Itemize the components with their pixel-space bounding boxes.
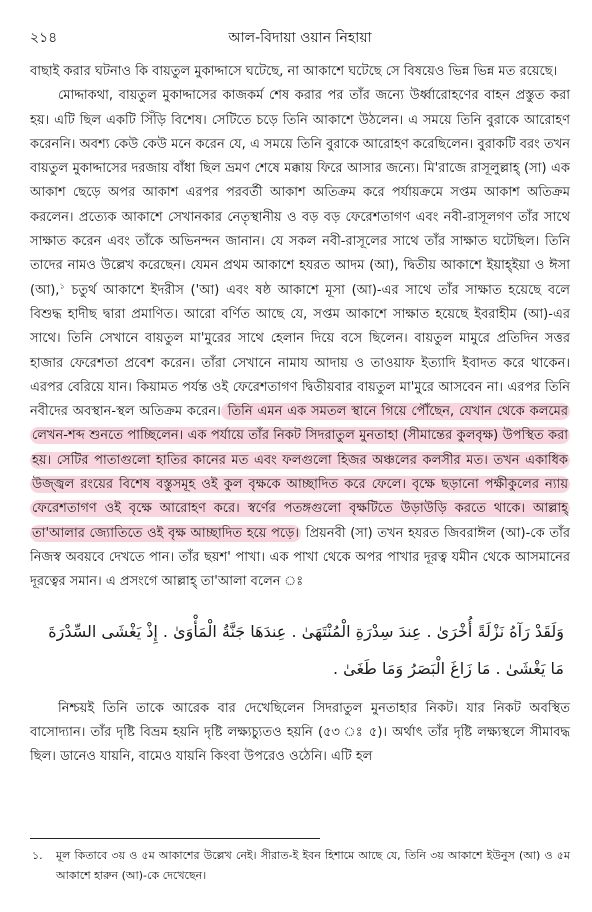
- paragraph-2-text-a: মোদ্দাকথা, বায়তুল মুকাদ্দাসের কাজকর্ম শেষ করার পর তাঁর জন্যে উর্ধ্বারোহণের বাহন প্রস্তুত করা হয়। এটি ছিল একটি সিঁড়ি বিশেষ। সেটিতে চড়ে তিনি আকাশে উঠলেন। এ সময়ে তিনি বুরাকে আরোহণ করেননি। অবশ্য কেউ কেউ মনে করেন যে, এ সময়ে তিনি বুরাকে আরোহণ করেছিলেন। বুরাকটি বরং তখন বায়তুল মুকাদ্দাসের দরজায় বাঁধা ছিল ভ্রমণ শেষে মক্কায় ফিরে আসার জন্যে। মি'রাজে রাসূলুল্লাহ্ (সা) এক আকাশ ছেড়ে অপর আকাশ এরপর পরবর্তী আকাশ অতিক্রম করে পর্যায়ক্রমে সপ্তম আকাশ অতিক্রম করলেন। প্রত্যেক আকাশে সেখানকার নেতৃস্থানীয় ও বড় বড় ফেরেশতাগণ এবং নবী-রাসূলগণ তাঁর সাথে সাক্ষাত করেন এবং তাঁকে অভিনন্দন জানান। যে সকল নবী-রাসূলের সাথে তাঁর সাক্ষাত ঘটেছিল। তিনি তাদের নামও উল্লেখ করেছেন। যেমন প্রথম আকাশে হযরত আদম (আ), দ্বিতীয় আকাশে ইয়াহ্ইয়া ও ঈসা (আ),: [30, 88, 570, 298]
- footnote-marker: ১: [59, 281, 65, 291]
- page-body: [30, 60, 570, 769]
- paragraph-2-text-c: প্রিয়নবী (সা) তখন হযরত জিবরাঈল (আ)-কে তাঁর নিজস্ব অবয়বে দেখতে পান। তাঁর ছয়শ' পাখা। এক পাখা থেকে অপর পাখার দূরত্ব যমীন থেকে আসমানের দূরত্বের সমান। এ প্রসংগে আল্লাহ্ তা'আলা বলেন ঃ: [30, 525, 571, 590]
- paragraph-1: বাছাই করার ঘটনাও কি বায়তুল মুকাদ্দাসে ঘটেছে, না আকাশে ঘটেছে সে বিষয়েও ভিন্ন ভিন্ন মত রয়েছে।: [30, 64, 558, 79]
- running-title: আল-বিদায়া ওয়ান নিহায়া: [228, 30, 372, 46]
- footnote-text: মূল কিতাবে ৩য় ও ৫ম আকাশের উল্লেখ নেই। সীরাত-ই ইবন হিশামে আছে যে, তিনি ৩য় আকাশে ইউনুস (আ) ও ৫ম আকাশে হারুন (আ)-কে দেখেছেন।: [56, 849, 570, 882]
- footnote: [30, 846, 570, 886]
- arabic-quran-quote: وَلَقَدْ رَآهُ نَزْلَةً أُخْرَىٰ . عِندَ سِدْرَةِ الْمُنْتَهَىٰ . عِندَهَا جَنَّةُ الْمَأْوَىٰ . إِذْ يَغْشَى السِّدْرَةَ مَا يَغْشَىٰ . مَا زَاغَ الْبَصَرُ وَمَا طَغَىٰ .: [48, 621, 564, 678]
- highlighted-passage: তিনি এমন এক সমতল স্থানে গিয়ে পৌঁছেন, যেখান থেকে কলমের লেখন-শব্দ শুনতে পাচ্ছিলেন। এক পর্যায়ে তাঁর নিকট সিদরাতুল মুনতাহা (সীমান্তের কুলবৃক্ষ) উপস্থিত করা হয়। সেটির পাতাগুলো হাতির কানের মত এবং ফলগুলো হিজর অঞ্চলের কলসীর মত। তখন একাধিক উজ্জ্বল রংয়ের বিশেষ বস্তুসমূহ ওই কুল বৃক্ষকে আচ্ছাদিত করে ফেলে। বৃক্ষে ছড়ানো পক্ষীকুলের ন্যায় ফেরেশতাগণ ওই বৃক্ষে আরোহণ করে। স্বর্ণের পতঙ্গগুলো বৃক্ষটিতে উড়াউড়ি করতে থাকে। আল্লাহ্ তা'আলার জ্যোতিতে ওই বৃক্ষ আচ্ছাদিত হয়ে পড়ে।: [32, 404, 568, 541]
- footnote-number: ১.: [32, 849, 43, 862]
- footnote-divider: [30, 838, 320, 839]
- page-header: [30, 26, 570, 46]
- paragraph-2-text-b: চতুর্থ আকাশে ইদরীস ('আ) এবং ষষ্ঠ আকাশে মূসা (আ)-এর সাথে তাঁর সাক্ষাত হয়েছে বলে বিশুদ্ধ হাদীছ দ্বারা প্রমাণিত। আরো বর্ণিত আছে যে, সপ্তম আকাশে সাক্ষাত হয়েছে ইবরাহীম (আ)-এর সাথে। তিনি সেখানে বায়তুল মা'মুরের সাথে হেলান দিয়ে বসে ছিলেন। বায়তুল মামুরে প্রতিদিন সত্তর হাজার ফেরেশতা প্রবেশ করেন। তাঁরা সেখানে নামায আদায় ও তাওয়াফ ইত্যাদি ইবাদত করে থাকেন। এরপর বেরিয়ে যান। কিয়ামত পর্যন্ত ওই ফেরেশতাগণ দ্বিতীয়বার বায়তুল মা'মুরে আসবেন না। এরপর তিনি নবীদের অবস্থান-স্থল অতিক্রম করেন।: [30, 282, 570, 420]
- paragraph-3: নিশ্চয়ই তিনি তাকে আরেক বার দেখেছিলেন সিদরাতুল মুনতাহার নিকট। যার নিকট অবস্থিত বাসোদ্যান। তাঁর দৃষ্টি বিভ্রম হয়নি দৃষ্টি লক্ষ্যচ্যুতও হয়নি (৫৩ ঃ ৫)। অর্থাৎ তাঁর দৃষ্টি লক্ষ্যস্থলে সীমাবদ্ধ ছিল। ডানেও যায়নি, বামেও যায়নি কিংবা উপরেও ওঠেনি। এটি হল: [30, 700, 570, 765]
- paragraph-2: [30, 84, 570, 594]
- page-number: ২১৪: [30, 30, 58, 46]
